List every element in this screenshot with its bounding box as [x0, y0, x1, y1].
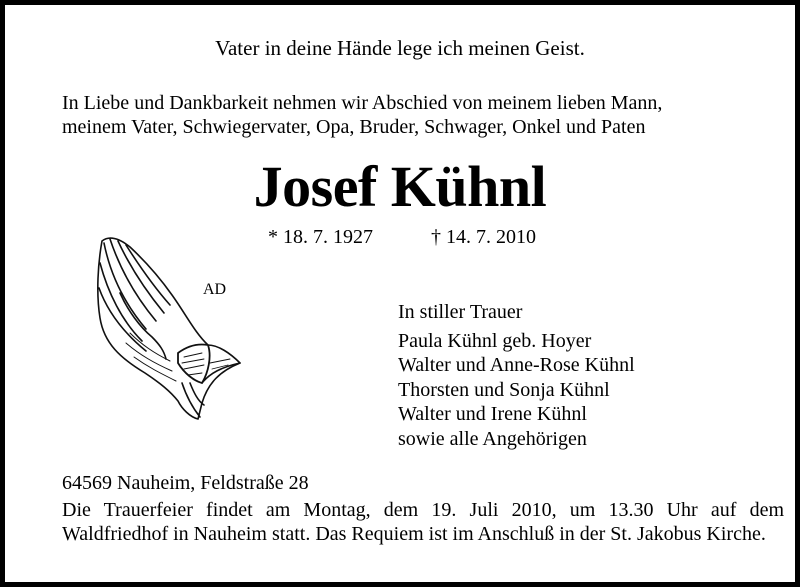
mourner-line: Thorsten und Sonja Kühnl [398, 378, 610, 401]
bible-verse: Vater in deine Hände lege ich meinen Geist. [215, 36, 585, 60]
praying-hands-icon [90, 233, 250, 423]
mourner-line: Walter und Irene Kühnl [398, 403, 587, 425]
intro-line-1: In Liebe und Dankbarkeit nehmen wir Abschied von meinem lieben Mann, [62, 92, 663, 114]
mourner-line: Walter und Anne-Rose Kühnl [398, 354, 635, 376]
mourners-block [398, 300, 635, 451]
birth-date: * 18. 7. 1927 [268, 226, 373, 248]
family-address: 64569 Nauheim, Feldstraße 28 [62, 472, 309, 494]
mourner-line: sowie alle Angehörigen [398, 427, 587, 450]
death-date: † 14. 7. 2010 [431, 226, 536, 248]
funeral-service-text: Die Trauerfeier findet am Montag, dem 19. Juli 2010, um 13.30 Uhr auf dem Waldfriedhof in Nauheim statt. Das Requiem ist im Anschluß in der St. Jakobus Kirche. [62, 499, 784, 545]
mourner-line: Paula Kühnl geb. Hoyer [398, 329, 592, 352]
intro-line-2: meinem Vater, Schwiegervater, Opa, Bruder, Schwager, Onkel und Paten [62, 116, 646, 138]
mourners-heading: In stiller Trauer [398, 301, 523, 323]
deceased-name: Josef Kühnl [253, 154, 547, 219]
durer-monogram: AD [203, 281, 227, 298]
